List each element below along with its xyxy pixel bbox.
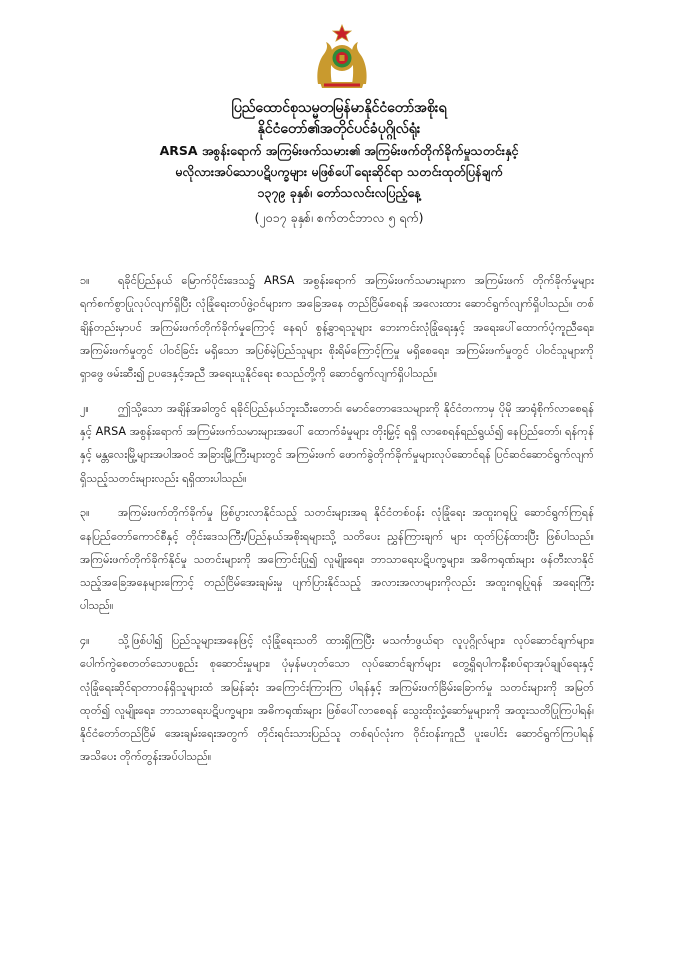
document-header xyxy=(60,98,618,228)
paragraph-1 xyxy=(80,269,594,385)
office-title: နိုင်ငံတော်၏အတိုင်ပင်ခံပုဂ္ဂိုလ်ရုံး xyxy=(257,121,421,137)
paragraph-number: ၄။ xyxy=(80,633,90,647)
paragraph-2 xyxy=(80,397,594,490)
gregorian-date: (၂၀၁၇ ခုနှစ်၊ စက်တင်ဘာလ ၅ ရက်) xyxy=(254,210,424,225)
government-title: ပြည်ထောင်စုသမ္မတမြန်မာနိုင်ငံတော်အစိုးရ xyxy=(231,100,447,116)
statement-subject-line2: မလိုလားအပ်သောပဋိပက္ခများ မဖြစ်ပေါ်ရေးဆိုင်ရာ သတင်းထုတ်ပြန်ချက် xyxy=(175,164,503,179)
state-emblem-icon xyxy=(314,24,370,90)
state-emblem xyxy=(314,24,370,90)
paragraph-3 xyxy=(80,501,594,617)
paragraph-text: အကြမ်းဖက်တိုက်ခိုက်မှု ဖြစ်ပွားလာနိုင်သည့် သတင်းများအရ နိုင်ငံတစ်ဝန်း လုံခြုံရေး အထူးဂရုပြု ဆောင်ရွက်ကြရန် နေပြည်တော်ကောင်စီနှင့် တိုင်းဒေသကြီး/ပြည်နယ်အစိုးရများသို့ သတိပေး ညွှန်ကြားချက် များ ထုတ်ပြန်ထားပြီး ဖြစ်ပါသည်။ အကြမ်းဖက်တိုက်ခိုက်နိုင်မှု သတင်းများကို အကြောင်းပြု၍ လူမျိုးရေး၊ ဘာသာရေးပဋိပက္ခများ၊ အဓိကရုဏ်းများ ဖန်တီးလာနိုင်သည့်အခြေအနေများကြောင့် တည်ငြိမ်အေးချမ်းမှု ပျက်ပြားနိုင်သည့် အလားအလာများကိုလည်း အထူးဂရုပြုရန် အရေးကြီးပါသည်။ xyxy=(80,506,594,613)
paragraph-number: ၂။ xyxy=(80,401,89,415)
paragraph-number: ၁။ xyxy=(80,274,90,288)
paragraph-text: သို့ဖြစ်ပါ၍ ပြည်သူများအနေဖြင့် လုံခြုံရေးသတိ ထားရှိကြပြီး မသင်္ကာဖွယ်ရာ လူပုဂ္ဂိုလ်များ၊ လုပ်ဆောင်ချက်များ၊ ပေါက်ကွဲစေတတ်သောပစ္စည်း စုဆောင်းမှုများ၊ ပုံမှန်မဟုတ်သော လုပ်ဆောင်ချက်များ တွေ့ရှိရပါကနီးစပ်ရာအုပ်ချုပ်ရေးနှင့် လုံခြုံရေးဆိုင်ရာတာဝန်ရှိသူများထံ အမြန်ဆုံး အကြောင်းကြားကြ ပါရန်နှင့် အကြမ်းဖက်ခြိမ်းခြောက်မှု သတင်းများကို အမြတ်ထုတ်၍ လူမျိုးရေး၊ ဘာသာရေးပဋိပက္ခများ၊ အဓိကရုဏ်းများ ဖြစ်ပေါ်လာစေရန် သွေးထိုးလှုံ့ဆော်မှုများကို အထူးသတိပြုကြပါရန်၊ နိုင်ငံတော်တည်ငြိမ် အေးချမ်းရေးအတွက် တိုင်းရင်းသားပြည်သူ တစ်ရပ်လုံးက ဝိုင်းဝန်းကူညီ ပူးပေါင်း ဆောင်ရွက်ကြပါရန် အသိပေး တိုက်တွန်းအပ်ပါသည်။ xyxy=(80,633,594,764)
myanmar-calendar-date: ၁၃၇၉ ခုနှစ်၊ တော်သလင်းလပြည့်နေ့ xyxy=(257,185,421,200)
paragraph-text: ရခိုင်ပြည်နယ် မြောက်ပိုင်းဒေသ၌ ARSA အစွန်းရောက် အကြမ်းဖက်သမားများက အကြမ်းဖက် တိုက်ခိုက်မှုများ ရက်စက်စွာပြုလုပ်လျက်ရှိပြီး လုံခြုံရေးတပ်ဖွဲ့ဝင်များက အခြေအနေ တည်ငြိမ်စေရန် အလေးထား ဆောင်ရွက်လျက်ရှိပါသည်။ တစ်ချိန်တည်းမှာပင် အကြမ်းဖက်တိုက်ခိုက်မှုကြောင့် နေရပ် စွန့်ခွာရသူများ ဘေးကင်းလုံခြုံရေးနှင့် အရေးပေါ်ထောက်ပံ့ကူညီရေး၊ အကြမ်းဖက်မှုတွင် ပါဝင်ခြင်း မရှိသော အပြစ်မဲ့ပြည်သူများ စိုးရိမ်ကြောင့်ကြမှု မရှိစေရေး၊ အကြမ်းဖက်မှုတွင် ပါဝင်သူများကို ရှာဖွေ ဖမ်းဆီး၍ ဥပဒေနှင့်အညီ အရေးယူနိုင်ရေး စသည်တို့ကို ဆောင်ရွက်လျက်ရှိပါသည်။ xyxy=(80,274,594,381)
paragraph-number: ၃။ xyxy=(80,506,90,520)
document-body xyxy=(80,258,594,769)
paragraph-4 xyxy=(80,629,594,769)
paragraph-text: ဤသို့သော အချိန်အခါတွင် ရခိုင်ပြည်နယ်ဘူးသီးတောင်၊ မောင်တောဒေသများကို နိုင်ငံတကာမှ ပိုမို အာရုံစိုက်လာစေရန်နှင့် ARSA အစွန်းရောက် အကြမ်းဖက်သမားများအပေါ် ထောက်ခံမှုများ တိုးမြှင့် ရရှိ လာစေရန်ရည်ရွယ်၍ နေပြည်တော်၊ ရန်ကုန်နှင့် မန္တလေးမြို့များအပါအဝင် အခြားမြို့ကြီးများတွင် အကြမ်းဖက် ဖောက်ခွဲတိုက်ခိုက်မှုများလုပ်ဆောင်ရန် ပြင်ဆင်ဆောင်ရွက်လျက်ရှိသည့်သတင်းများလည်း ရရှိထားပါသည်။ xyxy=(80,401,594,485)
statement-subject-line1: ARSA အစွန်းရောက် အကြမ်းဖက်သမား၏ အကြမ်းဖက်တိုက်ခိုက်မှုသတင်းနှင့် xyxy=(159,143,519,158)
